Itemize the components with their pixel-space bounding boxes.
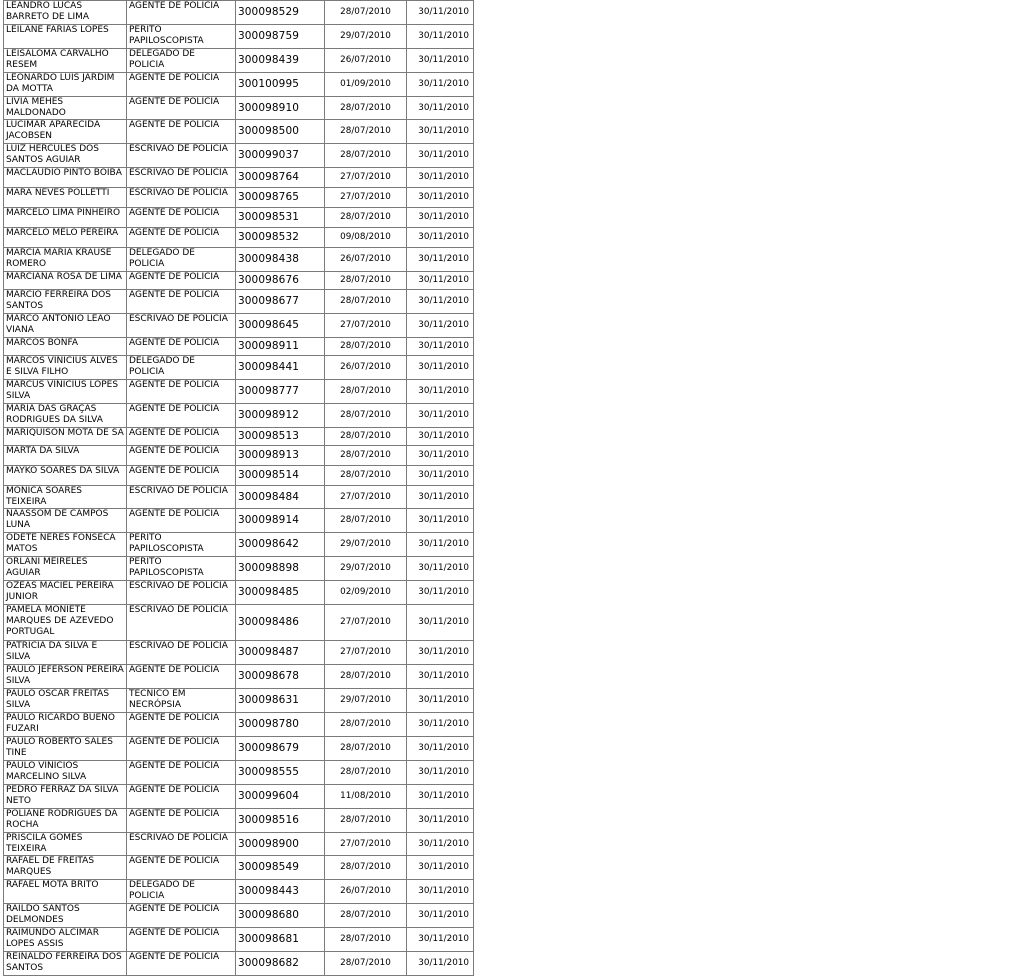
- table-row: [4, 120, 474, 144]
- table-row: [4, 581, 474, 605]
- employee-role: ESCRIVÃO DE POLÍCIA: [127, 486, 236, 509]
- end-date: 30/11/2010: [407, 144, 474, 168]
- employee-matricula: 300098484: [236, 486, 325, 509]
- employee-role: ESCRIVÃO DE POLÍCIA: [127, 641, 236, 665]
- start-date: 28/07/2010: [325, 856, 407, 880]
- employee-name: REINALDO FERREIRA DOS SANTOS: [4, 952, 127, 976]
- employee-role: TÉCNICO EM NECRÓPSIA: [127, 689, 236, 713]
- table-row: [4, 785, 474, 809]
- end-date: 30/11/2010: [407, 356, 474, 380]
- employee-matricula: 300098487: [236, 641, 325, 665]
- employee-role: ESCRIVÃO DE POLÍCIA: [127, 833, 236, 856]
- employee-name: MARCELO LIMA PINHEIRO: [4, 208, 127, 228]
- end-date: 30/11/2010: [407, 952, 474, 976]
- employee-matricula: 300098500: [236, 120, 325, 144]
- table-row: [4, 73, 474, 97]
- personnel-table: [3, 0, 474, 976]
- end-date: 30/11/2010: [407, 713, 474, 737]
- start-date: 28/07/2010: [325, 737, 407, 761]
- end-date: 30/11/2010: [407, 880, 474, 904]
- table-row: [4, 188, 474, 208]
- end-date: 30/11/2010: [407, 73, 474, 97]
- employee-matricula: 300098441: [236, 356, 325, 380]
- employee-role: AGENTE DE POLÍCIA: [127, 904, 236, 928]
- end-date: 30/11/2010: [407, 581, 474, 605]
- end-date: 30/11/2010: [407, 904, 474, 928]
- table-row: [4, 356, 474, 380]
- start-date: 09/08/2010: [325, 228, 407, 248]
- start-date: 27/07/2010: [325, 486, 407, 509]
- employee-name: LUCIMAR APARECIDA JACOBSEN: [4, 120, 127, 144]
- employee-matricula: 300098780: [236, 713, 325, 737]
- employee-matricula: 300098529: [236, 1, 325, 25]
- start-date: 27/07/2010: [325, 605, 407, 641]
- table-row: [4, 338, 474, 356]
- table-row: [4, 486, 474, 509]
- employee-role: ESCRIVÃO DE POLÍCIA: [127, 605, 236, 641]
- start-date: 02/09/2010: [325, 581, 407, 605]
- employee-role: PERITO PAPILOSCOPISTA: [127, 557, 236, 581]
- employee-name: LEONARDO LUIS JARDIM DA MOTTA: [4, 73, 127, 97]
- end-date: 30/11/2010: [407, 314, 474, 338]
- end-date: 30/11/2010: [407, 97, 474, 120]
- employee-role: AGENTE DE POLÍCIA: [127, 338, 236, 356]
- employee-role: AGENTE DE POLÍCIA: [127, 761, 236, 785]
- end-date: 30/11/2010: [407, 486, 474, 509]
- end-date: 30/11/2010: [407, 446, 474, 466]
- employee-matricula: 300098682: [236, 952, 325, 976]
- start-date: 28/07/2010: [325, 928, 407, 952]
- employee-matricula: 300098531: [236, 208, 325, 228]
- employee-matricula: 300099604: [236, 785, 325, 809]
- table-row: [4, 208, 474, 228]
- employee-matricula: 300098912: [236, 404, 325, 428]
- employee-name: PAULO JEFERSON PEREIRA SILVA: [4, 665, 127, 689]
- employee-name: MARCOS VINICIUS ALVES E SILVA FILHO: [4, 356, 127, 380]
- employee-name: MARCIA MARIA KRAUSE ROMERO: [4, 248, 127, 272]
- employee-matricula: 300098485: [236, 581, 325, 605]
- table-row: [4, 928, 474, 952]
- table-row: [4, 446, 474, 466]
- employee-role: AGENTE DE POLÍCIA: [127, 228, 236, 248]
- employee-name: LUIZ HERCULES DOS SANTOS AGUIAR: [4, 144, 127, 168]
- employee-role: ESCRIVÃO DE POLÍCIA: [127, 314, 236, 338]
- end-date: 30/11/2010: [407, 761, 474, 785]
- start-date: 29/07/2010: [325, 533, 407, 557]
- employee-matricula: 300098486: [236, 605, 325, 641]
- start-date: 28/07/2010: [325, 404, 407, 428]
- table-row: [4, 605, 474, 641]
- end-date: 30/11/2010: [407, 533, 474, 557]
- employee-matricula: 300098910: [236, 97, 325, 120]
- employee-role: AGENTE DE POLÍCIA: [127, 713, 236, 737]
- employee-name: MARIQUISON MOTA DE SA: [4, 428, 127, 446]
- employee-role: DELEGADO DE POLICIA: [127, 356, 236, 380]
- end-date: 30/11/2010: [407, 208, 474, 228]
- employee-name: OZEAS MACIEL PEREIRA JUNIOR: [4, 581, 127, 605]
- employee-matricula: 300098513: [236, 428, 325, 446]
- start-date: 11/08/2010: [325, 785, 407, 809]
- table-row: [4, 49, 474, 73]
- table-row: [4, 404, 474, 428]
- start-date: 28/07/2010: [325, 809, 407, 833]
- table-row: [4, 428, 474, 446]
- employee-name: PAULO ROBERTO SALES TINE: [4, 737, 127, 761]
- start-date: 28/07/2010: [325, 428, 407, 446]
- employee-name: MONICA SOARES TEIXEIRA: [4, 486, 127, 509]
- end-date: 30/11/2010: [407, 466, 474, 486]
- table-row: [4, 833, 474, 856]
- employee-matricula: 300098898: [236, 557, 325, 581]
- employee-name: MACLAUDIO PINTO BOIBA: [4, 168, 127, 188]
- employee-name: MARCUS VINICIUS LOPES SILVA: [4, 380, 127, 404]
- employee-name: MARCOS BONFA: [4, 338, 127, 356]
- start-date: 26/07/2010: [325, 356, 407, 380]
- employee-role: AGENTE DE POLÍCIA: [127, 809, 236, 833]
- table-row: [4, 665, 474, 689]
- start-date: 27/07/2010: [325, 188, 407, 208]
- employee-name: LIVIA MEHES MALDONADO: [4, 97, 127, 120]
- end-date: 30/11/2010: [407, 785, 474, 809]
- end-date: 30/11/2010: [407, 1, 474, 25]
- employee-matricula: 300098679: [236, 737, 325, 761]
- employee-matricula: 300098914: [236, 509, 325, 533]
- employee-name: PAMELA MONIETE MARQUES DE AZEVEDO PORTUGAL: [4, 605, 127, 641]
- employee-name: LEANDRO LUCAS BARRETO DE LIMA: [4, 1, 127, 25]
- employee-role: AGENTE DE POLÍCIA: [127, 97, 236, 120]
- start-date: 26/07/2010: [325, 248, 407, 272]
- end-date: 30/11/2010: [407, 928, 474, 952]
- employee-name: MARCIANA ROSA DE LIMA: [4, 272, 127, 290]
- start-date: 29/07/2010: [325, 557, 407, 581]
- employee-matricula: 300098765: [236, 188, 325, 208]
- employee-matricula: 300098631: [236, 689, 325, 713]
- employee-name: MARCO ANTONIO LEAO VIANA: [4, 314, 127, 338]
- end-date: 30/11/2010: [407, 856, 474, 880]
- table-row: [4, 761, 474, 785]
- employee-role: ESCRIVÃO DE POLÍCIA: [127, 188, 236, 208]
- employee-role: AGENTE DE POLÍCIA: [127, 446, 236, 466]
- employee-role: PERITO PAPILOSCOPISTA: [127, 533, 236, 557]
- employee-role: AGENTE DE POLÍCIA: [127, 404, 236, 428]
- start-date: 28/07/2010: [325, 446, 407, 466]
- employee-name: MARCIO FERREIRA DOS SANTOS: [4, 290, 127, 314]
- table-row: [4, 809, 474, 833]
- start-date: 28/07/2010: [325, 904, 407, 928]
- end-date: 30/11/2010: [407, 168, 474, 188]
- end-date: 30/11/2010: [407, 665, 474, 689]
- table-row: [4, 314, 474, 338]
- employee-name: LEILANE FARIAS LOPES: [4, 25, 127, 49]
- employee-name: ODETE NERES FONSECA MATOS: [4, 533, 127, 557]
- employee-name: MARTA DA SILVA: [4, 446, 127, 466]
- employee-name: MARIA DAS GRAÇAS RODRIGUES DA SILVA: [4, 404, 127, 428]
- table-row: [4, 248, 474, 272]
- employee-role: AGENTE DE POLÍCIA: [127, 208, 236, 228]
- employee-role: AGENTE DE POLÍCIA: [127, 120, 236, 144]
- start-date: 28/07/2010: [325, 1, 407, 25]
- start-date: 28/07/2010: [325, 97, 407, 120]
- table-row: [4, 904, 474, 928]
- employee-role: AGENTE DE POLÍCIA: [127, 856, 236, 880]
- employee-name: PAULO VINICIOS MARCELINO SILVA: [4, 761, 127, 785]
- end-date: 30/11/2010: [407, 290, 474, 314]
- employee-matricula: 300098677: [236, 290, 325, 314]
- employee-name: POLIANE RODRIGUES DA ROCHA: [4, 809, 127, 833]
- start-date: 28/07/2010: [325, 144, 407, 168]
- start-date: 29/07/2010: [325, 689, 407, 713]
- end-date: 30/11/2010: [407, 557, 474, 581]
- employee-name: MAYKO SOARES DA SILVA: [4, 466, 127, 486]
- start-date: 28/07/2010: [325, 290, 407, 314]
- employee-matricula: 300098911: [236, 338, 325, 356]
- employee-role: AGENTE DE POLÍCIA: [127, 73, 236, 97]
- employee-name: MARCELO MELO PEREIRA: [4, 228, 127, 248]
- employee-matricula: 300098516: [236, 809, 325, 833]
- end-date: 30/11/2010: [407, 272, 474, 290]
- employee-role: AGENTE DE POLÍCIA: [127, 928, 236, 952]
- employee-name: LEISALOMA CARVALHO RESEM: [4, 49, 127, 73]
- end-date: 30/11/2010: [407, 25, 474, 49]
- table-row: [4, 380, 474, 404]
- start-date: 29/07/2010: [325, 25, 407, 49]
- start-date: 28/07/2010: [325, 466, 407, 486]
- employee-matricula: 300098900: [236, 833, 325, 856]
- start-date: 28/07/2010: [325, 272, 407, 290]
- employee-role: DELEGADO DE POLICIA: [127, 248, 236, 272]
- start-date: 28/07/2010: [325, 761, 407, 785]
- employee-role: AGENTE DE POLÍCIA: [127, 737, 236, 761]
- table-row: [4, 880, 474, 904]
- employee-matricula: 300100995: [236, 73, 325, 97]
- employee-matricula: 300098645: [236, 314, 325, 338]
- end-date: 30/11/2010: [407, 641, 474, 665]
- employee-matricula: 300098680: [236, 904, 325, 928]
- table-row: [4, 228, 474, 248]
- end-date: 30/11/2010: [407, 404, 474, 428]
- employee-name: ORLANI MEIRELES AGUIAR: [4, 557, 127, 581]
- table-row: [4, 1, 474, 25]
- start-date: 28/07/2010: [325, 380, 407, 404]
- table-row: [4, 97, 474, 120]
- employee-role: ESCRIVÃO DE POLÍCIA: [127, 144, 236, 168]
- employee-matricula: 300098532: [236, 228, 325, 248]
- employee-role: AGENTE DE POLÍCIA: [127, 952, 236, 976]
- start-date: 28/07/2010: [325, 208, 407, 228]
- employee-name: MARA NEVES POLLETTI: [4, 188, 127, 208]
- start-date: 27/07/2010: [325, 833, 407, 856]
- employee-role: DELEGADO DE POLICIA: [127, 880, 236, 904]
- end-date: 30/11/2010: [407, 428, 474, 446]
- employee-matricula: 300098678: [236, 665, 325, 689]
- employee-name: PRISCILA GOMES TEIXEIRA: [4, 833, 127, 856]
- start-date: 27/07/2010: [325, 168, 407, 188]
- employee-name: RAFAEL MOTA BRITO: [4, 880, 127, 904]
- employee-role: AGENTE DE POLÍCIA: [127, 785, 236, 809]
- table-row: [4, 856, 474, 880]
- start-date: 28/07/2010: [325, 952, 407, 976]
- employee-matricula: 300099037: [236, 144, 325, 168]
- start-date: 28/07/2010: [325, 713, 407, 737]
- end-date: 30/11/2010: [407, 689, 474, 713]
- employee-matricula: 300098681: [236, 928, 325, 952]
- end-date: 30/11/2010: [407, 737, 474, 761]
- table-row: [4, 168, 474, 188]
- employee-role: AGENTE DE POLÍCIA: [127, 272, 236, 290]
- end-date: 30/11/2010: [407, 49, 474, 73]
- employee-matricula: 300098759: [236, 25, 325, 49]
- end-date: 30/11/2010: [407, 120, 474, 144]
- end-date: 30/11/2010: [407, 809, 474, 833]
- employee-role: AGENTE DE POLÍCIA: [127, 380, 236, 404]
- employee-role: AGENTE DE POLÍCIA: [127, 509, 236, 533]
- table-row: [4, 533, 474, 557]
- table-row: [4, 737, 474, 761]
- end-date: 30/11/2010: [407, 509, 474, 533]
- start-date: 28/07/2010: [325, 665, 407, 689]
- employee-role: PERITO PAPILOSCOPISTA: [127, 25, 236, 49]
- employee-name: RAILDO SANTOS DELMONDES: [4, 904, 127, 928]
- employee-matricula: 300098777: [236, 380, 325, 404]
- employee-role: ESCRIVÃO DE POLÍCIA: [127, 168, 236, 188]
- table-row: [4, 641, 474, 665]
- employee-name: NAASSOM DE CAMPOS LUNA: [4, 509, 127, 533]
- start-date: 01/09/2010: [325, 73, 407, 97]
- employee-matricula: 300098549: [236, 856, 325, 880]
- employee-matricula: 300098514: [236, 466, 325, 486]
- table-row: [4, 509, 474, 533]
- end-date: 30/11/2010: [407, 605, 474, 641]
- table-row: [4, 290, 474, 314]
- table-row: [4, 557, 474, 581]
- employee-matricula: 300098913: [236, 446, 325, 466]
- table-row: [4, 466, 474, 486]
- table-row: [4, 689, 474, 713]
- employee-role: AGENTE DE POLÍCIA: [127, 665, 236, 689]
- end-date: 30/11/2010: [407, 380, 474, 404]
- employee-role: ESCRIVÃO DE POLÍCIA: [127, 581, 236, 605]
- table-row: [4, 144, 474, 168]
- start-date: 28/07/2010: [325, 509, 407, 533]
- employee-role: AGENTE DE POLÍCIA: [127, 1, 236, 25]
- employee-matricula: 300098676: [236, 272, 325, 290]
- start-date: 27/07/2010: [325, 641, 407, 665]
- start-date: 26/07/2010: [325, 880, 407, 904]
- employee-matricula: 300098443: [236, 880, 325, 904]
- start-date: 27/07/2010: [325, 314, 407, 338]
- table-row: [4, 713, 474, 737]
- employee-role: DELEGADO DE POLICIA: [127, 49, 236, 73]
- end-date: 30/11/2010: [407, 833, 474, 856]
- start-date: 28/07/2010: [325, 338, 407, 356]
- end-date: 30/11/2010: [407, 338, 474, 356]
- employee-name: PAULO RICARDO BUENO FUZARI: [4, 713, 127, 737]
- personnel-table-body: [4, 1, 474, 976]
- end-date: 30/11/2010: [407, 248, 474, 272]
- employee-matricula: 300098764: [236, 168, 325, 188]
- employee-name: RAIMUNDO ALCIMAR LOPES ASSIS: [4, 928, 127, 952]
- employee-role: AGENTE DE POLÍCIA: [127, 290, 236, 314]
- table-row: [4, 25, 474, 49]
- start-date: 28/07/2010: [325, 120, 407, 144]
- table-row: [4, 272, 474, 290]
- employee-role: AGENTE DE POLÍCIA: [127, 428, 236, 446]
- employee-name: PEDRO FERRAZ DA SILVA NETO: [4, 785, 127, 809]
- end-date: 30/11/2010: [407, 228, 474, 248]
- employee-name: PAULO OSCAR FREITAS SILVA: [4, 689, 127, 713]
- end-date: 30/11/2010: [407, 188, 474, 208]
- employee-role: AGENTE DE POLÍCIA: [127, 466, 236, 486]
- employee-matricula: 300098642: [236, 533, 325, 557]
- employee-matricula: 300098438: [236, 248, 325, 272]
- employee-matricula: 300098555: [236, 761, 325, 785]
- employee-matricula: 300098439: [236, 49, 325, 73]
- start-date: 26/07/2010: [325, 49, 407, 73]
- employee-name: RAFAEL DE FREITAS MARQUES: [4, 856, 127, 880]
- employee-name: PATRICIA DA SILVA E SILVA: [4, 641, 127, 665]
